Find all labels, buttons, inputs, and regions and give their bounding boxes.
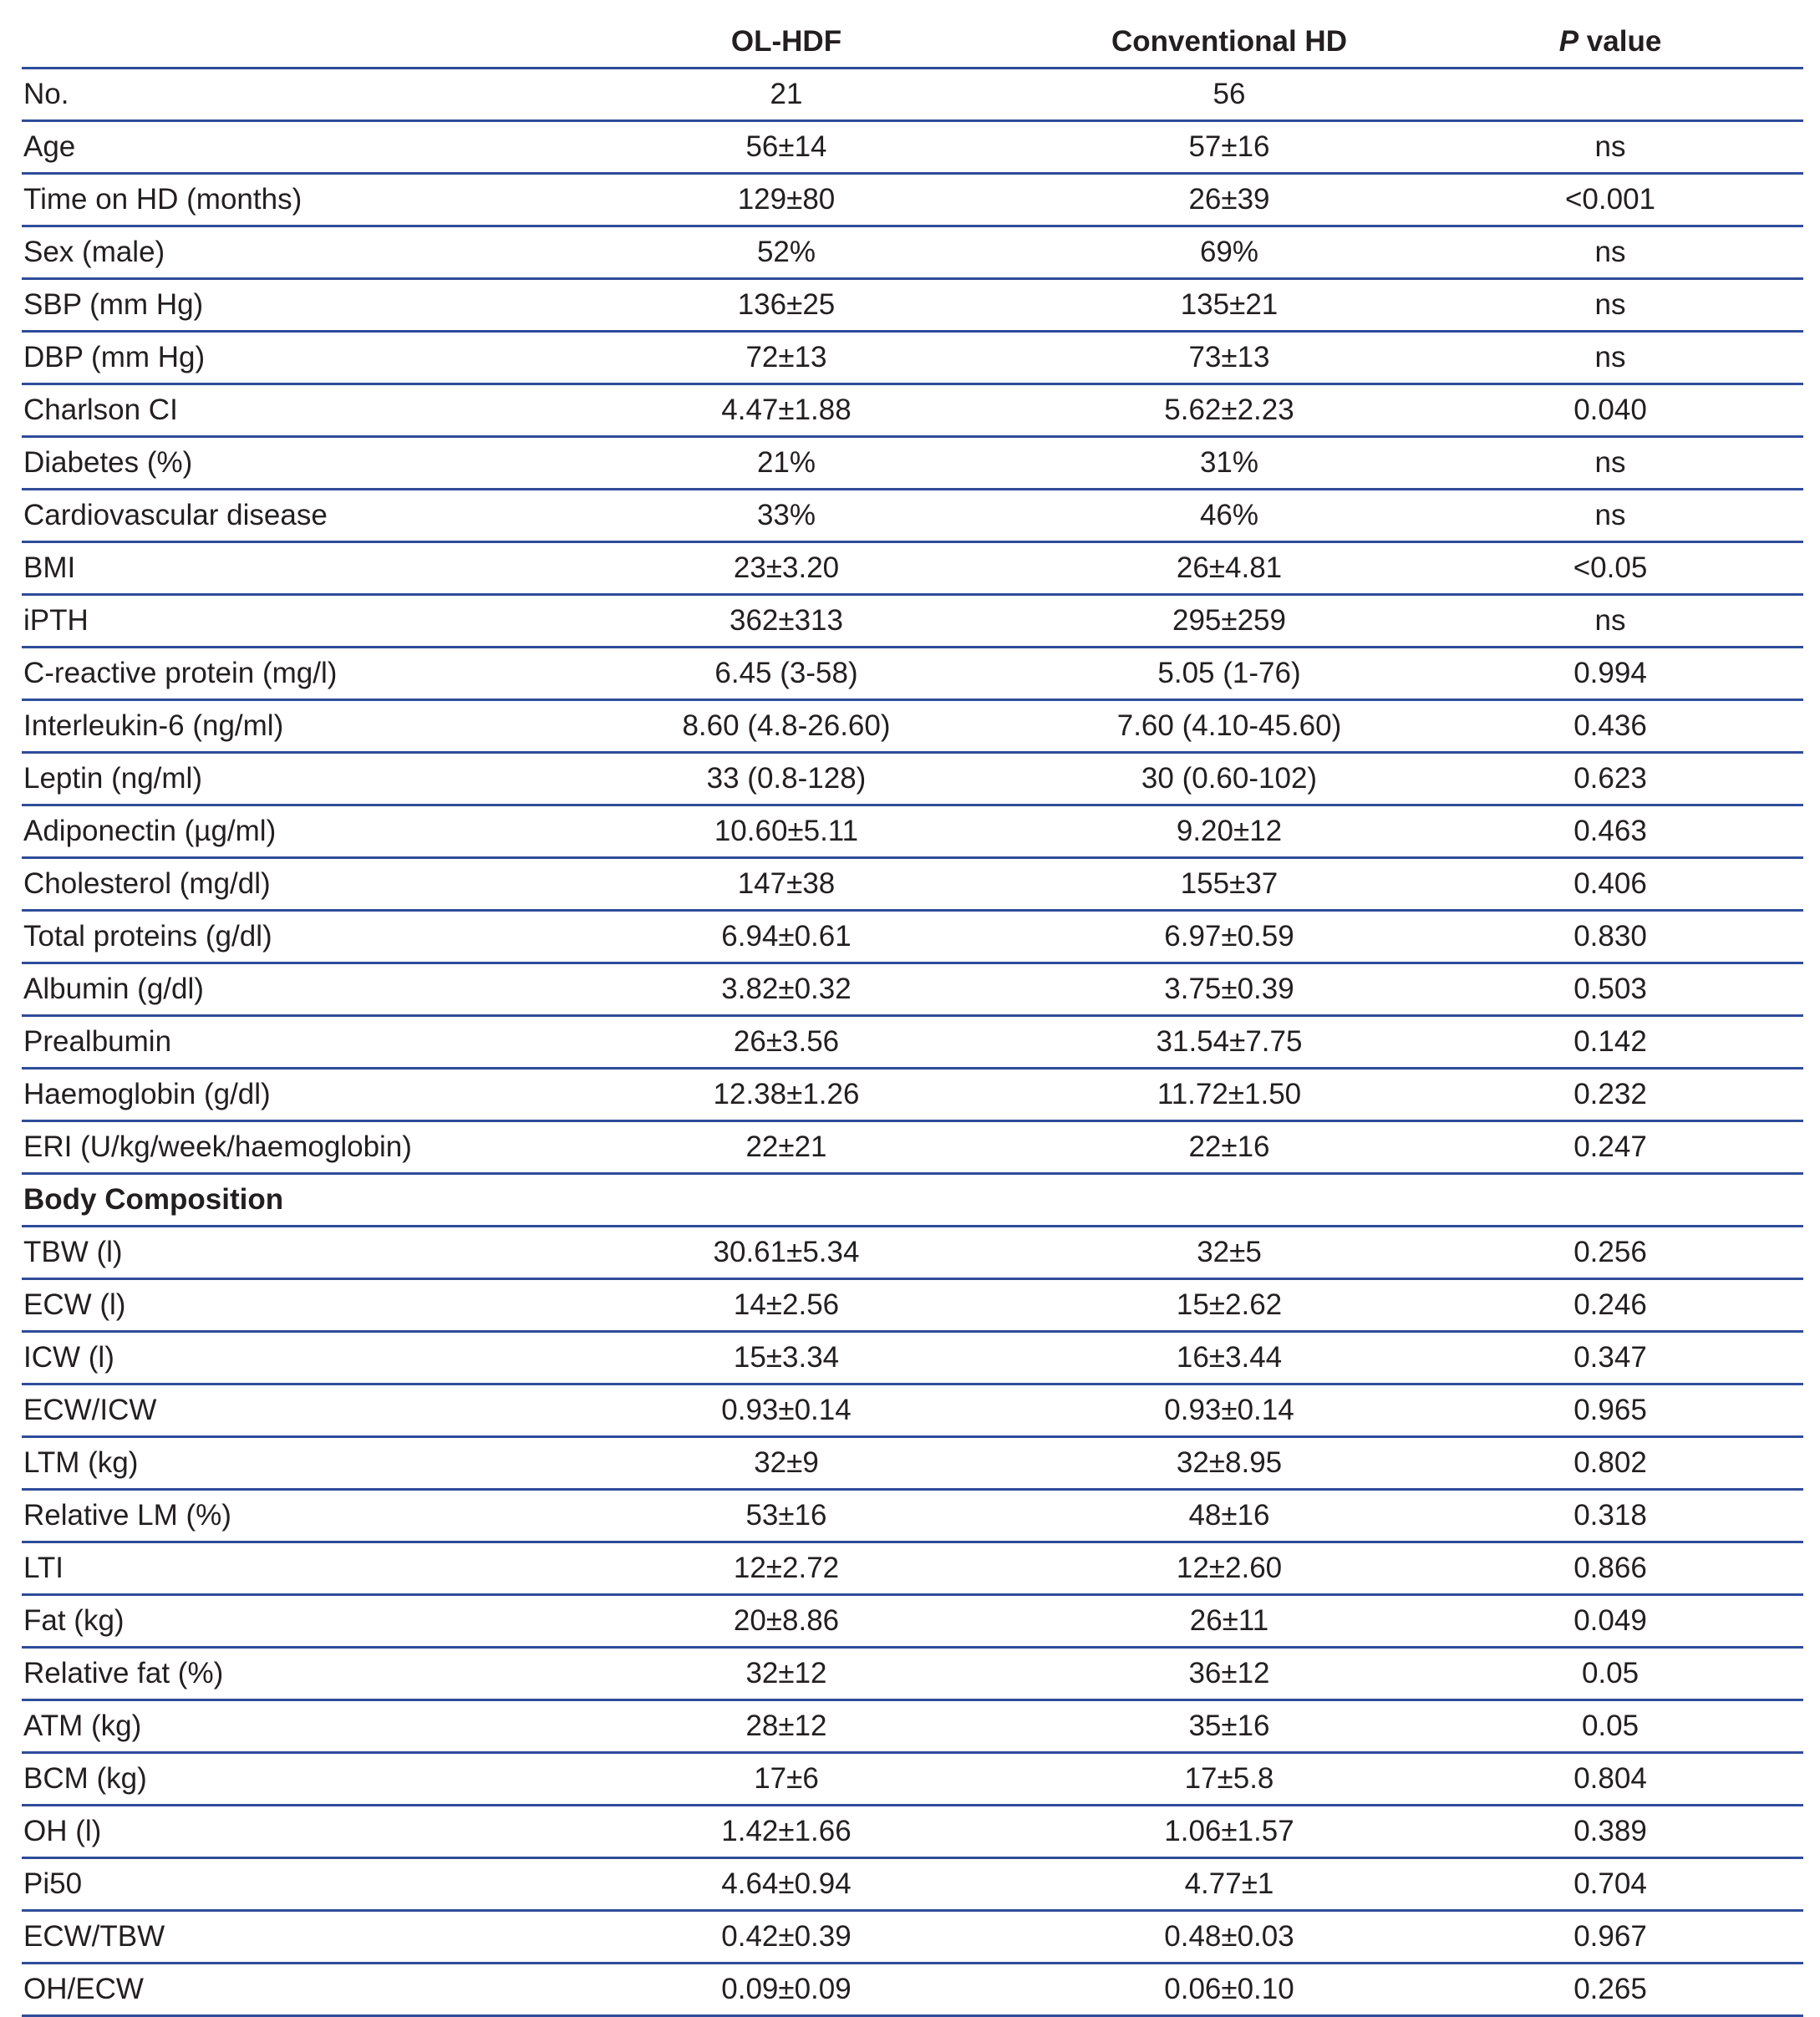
table-row [22,700,1803,753]
table-row [22,1753,1803,1806]
table-row [22,1437,1803,1490]
table-row [22,1806,1803,1858]
cell-conventional-hd: 5.05 (1-76) [1058,648,1401,700]
table-row [22,595,1803,648]
cell-olhdf: 6.94±0.61 [565,911,1058,963]
cell-p-value: ns [1401,437,1803,490]
cell-conventional-hd: 46% [1058,490,1401,542]
cell-olhdf: 21% [565,437,1058,490]
cell-conventional-hd: 22±16 [1058,1121,1401,1174]
cell-olhdf: 20±8.86 [565,1595,1058,1648]
table-row [22,1858,1803,1911]
table-row [22,1227,1803,1279]
row-label: ECW (l) [22,1279,565,1332]
row-label: Haemoglobin (g/dl) [22,1069,565,1121]
cell-p-value: <0.05 [1401,542,1803,595]
table-row [22,437,1803,490]
row-label: BMI [22,542,565,595]
cell-olhdf: 32±12 [565,1648,1058,1700]
table-row [22,648,1803,700]
comparison-table [22,17,1803,2017]
cell-p-value: ns [1401,490,1803,542]
row-label: Diabetes (%) [22,437,565,490]
table-body-body-composition [22,1227,1803,2016]
cell-conventional-hd: 32±5 [1058,1227,1401,1279]
cell-conventional-hd: 56 [1058,69,1401,121]
cell-conventional-hd: 12±2.60 [1058,1542,1401,1595]
cell-olhdf: 22±21 [565,1121,1058,1174]
cell-p-value: 0.318 [1401,1490,1803,1542]
cell-conventional-hd: 11.72±1.50 [1058,1069,1401,1121]
cell-p-value: 0.804 [1401,1753,1803,1806]
cell-olhdf: 362±313 [565,595,1058,648]
cell-olhdf: 17±6 [565,1753,1058,1806]
cell-p-value: 0.830 [1401,911,1803,963]
cell-olhdf: 32±9 [565,1437,1058,1490]
section-title: Body Composition [22,1174,1803,1227]
cell-olhdf: 56±14 [565,121,1058,174]
cell-p-value: 0.406 [1401,858,1803,911]
row-label: Pi50 [22,1858,565,1911]
row-label: Age [22,121,565,174]
cell-conventional-hd: 135±21 [1058,279,1401,332]
cell-olhdf: 1.42±1.66 [565,1806,1058,1858]
cell-olhdf: 0.09±0.09 [565,1964,1058,2016]
row-label: ICW (l) [22,1332,565,1384]
row-label: Total proteins (g/dl) [22,911,565,963]
table-row [22,1490,1803,1542]
cell-olhdf: 4.47±1.88 [565,384,1058,437]
row-label: Fat (kg) [22,1595,565,1648]
cell-p-value: ns [1401,226,1803,279]
cell-p-value: <0.001 [1401,174,1803,226]
cell-p-value: 0.866 [1401,1542,1803,1595]
cell-olhdf: 129±80 [565,174,1058,226]
cell-p-value [1401,69,1803,121]
table-row [22,174,1803,226]
row-label: Relative LM (%) [22,1490,565,1542]
cell-olhdf: 12±2.72 [565,1542,1058,1595]
table-body-section [22,1174,1803,1227]
row-label: C-reactive protein (mg/l) [22,648,565,700]
row-label: SBP (mm Hg) [22,279,565,332]
cell-p-value: 0.347 [1401,1332,1803,1384]
table-row [22,753,1803,805]
table-row [22,963,1803,1016]
cell-conventional-hd: 15±2.62 [1058,1279,1401,1332]
table-row [22,858,1803,911]
row-label: Adiponectin (µg/ml) [22,805,565,858]
table-row [22,1016,1803,1069]
cell-conventional-hd: 0.48±0.03 [1058,1911,1401,1964]
table-row [22,805,1803,858]
row-label: Relative fat (%) [22,1648,565,1700]
row-label: Interleukin-6 (ng/ml) [22,700,565,753]
header-p-rest: value [1579,25,1662,58]
cell-conventional-hd: 31.54±7.75 [1058,1016,1401,1069]
cell-p-value: 0.049 [1401,1595,1803,1648]
cell-conventional-hd: 9.20±12 [1058,805,1401,858]
table-row [22,332,1803,384]
table-row [22,1700,1803,1753]
cell-conventional-hd: 5.62±2.23 [1058,384,1401,437]
row-label: LTM (kg) [22,1437,565,1490]
row-label: Time on HD (months) [22,174,565,226]
row-label: iPTH [22,595,565,648]
row-label: DBP (mm Hg) [22,332,565,384]
cell-olhdf: 0.42±0.39 [565,1911,1058,1964]
cell-olhdf: 8.60 (4.8-26.60) [565,700,1058,753]
header-label-column [22,17,565,69]
row-label: No. [22,69,565,121]
cell-p-value: 0.247 [1401,1121,1803,1174]
cell-p-value: ns [1401,121,1803,174]
cell-olhdf: 136±25 [565,279,1058,332]
table-row [22,490,1803,542]
cell-conventional-hd: 30 (0.60-102) [1058,753,1401,805]
cell-conventional-hd: 6.97±0.59 [1058,911,1401,963]
table-row [22,1069,1803,1121]
table-row [22,69,1803,121]
table-row [22,1332,1803,1384]
table-row [22,1964,1803,2016]
cell-p-value: 0.704 [1401,1858,1803,1911]
cell-conventional-hd: 26±11 [1058,1595,1401,1648]
cell-olhdf: 147±38 [565,858,1058,911]
row-label: OH (l) [22,1806,565,1858]
cell-olhdf: 30.61±5.34 [565,1227,1058,1279]
table-row [22,384,1803,437]
cell-conventional-hd: 295±259 [1058,595,1401,648]
row-label: Cardiovascular disease [22,490,565,542]
cell-conventional-hd: 4.77±1 [1058,1858,1401,1911]
cell-olhdf: 12.38±1.26 [565,1069,1058,1121]
table-row [22,1595,1803,1648]
row-label: ERI (U/kg/week/haemoglobin) [22,1121,565,1174]
cell-p-value: 0.246 [1401,1279,1803,1332]
table-row [22,226,1803,279]
cell-olhdf: 21 [565,69,1058,121]
cell-p-value: 0.05 [1401,1648,1803,1700]
cell-p-value: 0.623 [1401,753,1803,805]
section-header-row [22,1174,1803,1227]
table-row [22,1911,1803,1964]
table-row [22,911,1803,963]
cell-p-value: 0.389 [1401,1806,1803,1858]
cell-p-value: 0.503 [1401,963,1803,1016]
cell-p-value: 0.436 [1401,700,1803,753]
row-label: Cholesterol (mg/dl) [22,858,565,911]
cell-olhdf: 15±3.34 [565,1332,1058,1384]
cell-conventional-hd: 17±5.8 [1058,1753,1401,1806]
cell-olhdf: 0.93±0.14 [565,1384,1058,1437]
cell-p-value: 0.256 [1401,1227,1803,1279]
cell-conventional-hd: 26±4.81 [1058,542,1401,595]
cell-conventional-hd: 16±3.44 [1058,1332,1401,1384]
cell-olhdf: 53±16 [565,1490,1058,1542]
row-label: LTI [22,1542,565,1595]
cell-conventional-hd: 26±39 [1058,174,1401,226]
cell-conventional-hd: 0.93±0.14 [1058,1384,1401,1437]
cell-conventional-hd: 32±8.95 [1058,1437,1401,1490]
cell-conventional-hd: 35±16 [1058,1700,1401,1753]
cell-olhdf: 26±3.56 [565,1016,1058,1069]
table-row [22,1542,1803,1595]
cell-p-value: ns [1401,279,1803,332]
cell-olhdf: 6.45 (3-58) [565,648,1058,700]
cell-p-value: 0.802 [1401,1437,1803,1490]
cell-p-value: 0.463 [1401,805,1803,858]
cell-p-value: 0.142 [1401,1016,1803,1069]
cell-olhdf: 72±13 [565,332,1058,384]
table-row [22,121,1803,174]
header-p-italic: P [1558,25,1579,58]
header-olhdf: OL-HDF [565,17,1058,69]
cell-conventional-hd: 57±16 [1058,121,1401,174]
data-table-container [22,17,1803,2017]
row-label: Leptin (ng/ml) [22,753,565,805]
table-row [22,1279,1803,1332]
cell-p-value: 0.232 [1401,1069,1803,1121]
row-label: Sex (male) [22,226,565,279]
cell-conventional-hd: 3.75±0.39 [1058,963,1401,1016]
header-conventional-hd: Conventional HD [1058,17,1401,69]
table-body-main [22,69,1803,1174]
cell-conventional-hd: 36±12 [1058,1648,1401,1700]
table-row [22,542,1803,595]
cell-olhdf: 3.82±0.32 [565,963,1058,1016]
row-label: TBW (l) [22,1227,565,1279]
row-label: ECW/TBW [22,1911,565,1964]
row-label: Albumin (g/dl) [22,963,565,1016]
cell-olhdf: 33% [565,490,1058,542]
table-row [22,279,1803,332]
cell-p-value: 0.967 [1401,1911,1803,1964]
cell-conventional-hd: 48±16 [1058,1490,1401,1542]
cell-olhdf: 28±12 [565,1700,1058,1753]
cell-conventional-hd: 7.60 (4.10-45.60) [1058,700,1401,753]
cell-conventional-hd: 73±13 [1058,332,1401,384]
cell-conventional-hd: 31% [1058,437,1401,490]
cell-olhdf: 52% [565,226,1058,279]
cell-conventional-hd: 1.06±1.57 [1058,1806,1401,1858]
cell-conventional-hd: 0.06±0.10 [1058,1964,1401,2016]
row-label: OH/ECW [22,1964,565,2016]
table-row [22,1121,1803,1174]
row-label: ATM (kg) [22,1700,565,1753]
cell-p-value: 0.05 [1401,1700,1803,1753]
row-label: ECW/ICW [22,1384,565,1437]
table-row [22,1648,1803,1700]
row-label: BCM (kg) [22,1753,565,1806]
cell-olhdf: 23±3.20 [565,542,1058,595]
cell-p-value: 0.040 [1401,384,1803,437]
cell-p-value: ns [1401,595,1803,648]
cell-p-value: 0.965 [1401,1384,1803,1437]
cell-olhdf: 33 (0.8-128) [565,753,1058,805]
cell-olhdf: 4.64±0.94 [565,1858,1058,1911]
cell-conventional-hd: 69% [1058,226,1401,279]
cell-olhdf: 10.60±5.11 [565,805,1058,858]
cell-olhdf: 14±2.56 [565,1279,1058,1332]
cell-p-value: 0.265 [1401,1964,1803,2016]
row-label: Charlson CI [22,384,565,437]
cell-conventional-hd: 155±37 [1058,858,1401,911]
header-p-value [1401,17,1803,69]
table-header-row [22,17,1803,69]
cell-p-value: 0.994 [1401,648,1803,700]
row-label: Prealbumin [22,1016,565,1069]
table-row [22,1384,1803,1437]
cell-p-value: ns [1401,332,1803,384]
